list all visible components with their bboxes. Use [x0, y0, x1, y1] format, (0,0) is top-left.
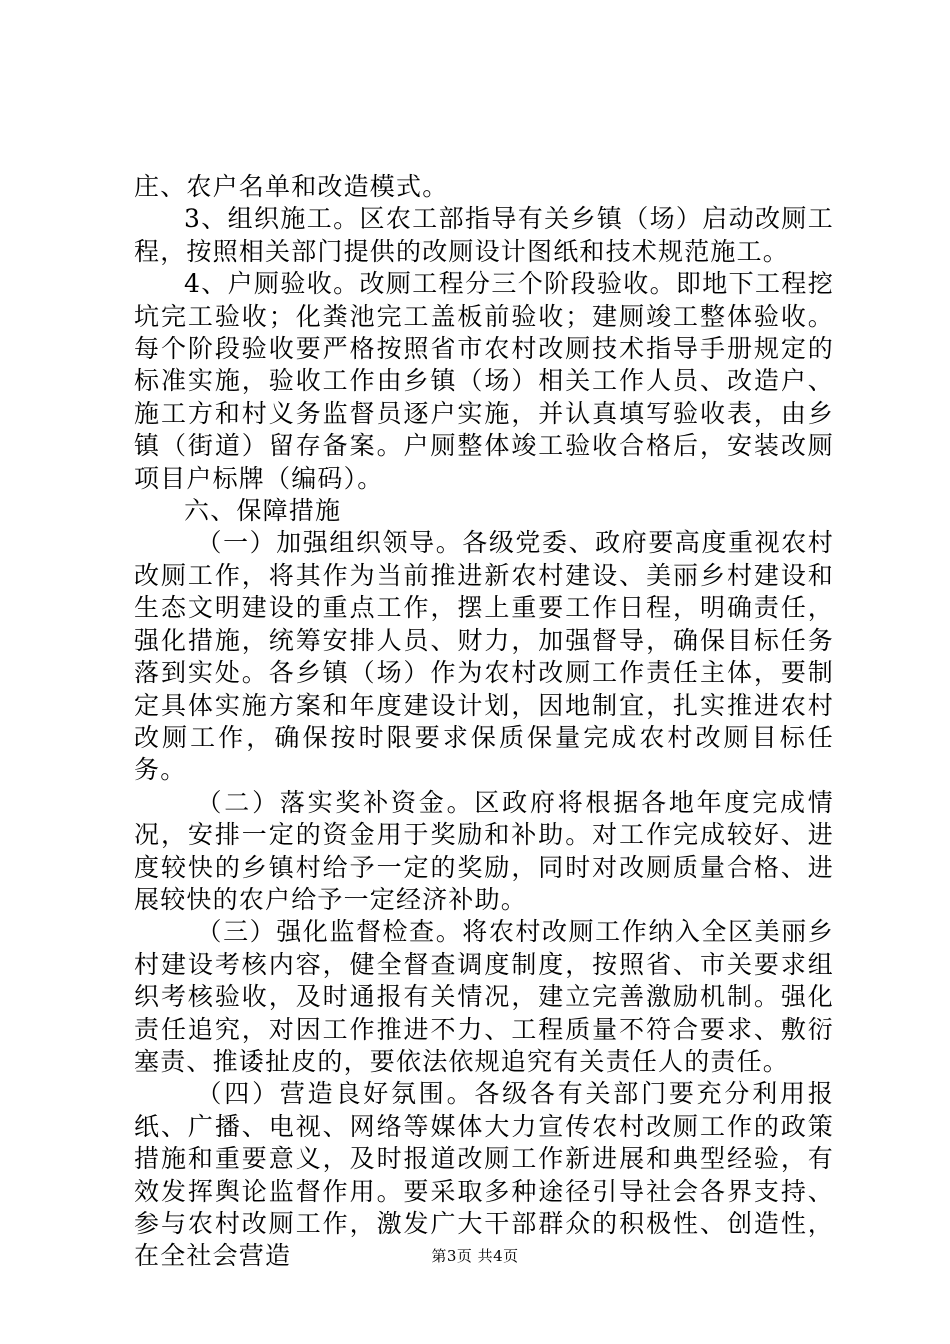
page-number: 第3页 共4页	[431, 1247, 519, 1265]
paragraph-organization-leadership: （一）加强组织领导。各级党委、政府要高度重视农村改厕工作，将其作为当前推进新农村建设、美丽乡村建设和生态文明建设的重点工作，摆上重要工作日程，明确责任，强化措施，统筹安排人员、财力，加强督导，确保目标任务落到实处。各乡镇（场）作为农村改厕工作责任主体，要制定具体实施方案和年度建设计划，因地制宜，扎实推进农村改厕工作，确保按时限要求保质保量完成农村改厕目标任务。	[134, 528, 834, 785]
paragraph-organize-construction: 3、组织施工。区农工部指导有关乡镇（场）启动改厕工程，按照相关部门提供的改厕设计图纸和技术规范施工。	[134, 204, 834, 266]
paragraph-supervision-inspection: （三）强化监督检查。将农村改厕工作纳入全区美丽乡村建设考核内容，健全督查调度制度，按照省、市关要求组织考核验收，及时通报有关情况，建立完善激励机制。强化责任追究，对因工作推进不力、工程质量不符合要求、敷衍塞责、推诿扯皮的，要依法依规追究有关责任人的责任。	[134, 917, 834, 1076]
document-body	[134, 171, 834, 1273]
paragraph-atmosphere: （四）营造良好氛围。各级各有关部门要充分利用报纸、广播、电视、网络等媒体大力宣传农村改厕工作的政策措施和重要意义，及时报道改厕工作新进展和典型经验，有效发挥舆论监督作用。要采取多种途径引导社会各界支持、参与农村改厕工作，激发广大干部群众的积极性、创造性，在全社会营造	[134, 1079, 834, 1271]
page-footer	[0, 1245, 950, 1266]
paragraph-continuation: 庄、农户名单和改造模式。	[134, 172, 449, 201]
paragraph-subsidy-funds: （二）落实奖补资金。区政府将根据各地年度完成情况，安排一定的资金用于奖励和补助。对工作完成较好、进度较快的乡镇村给予一定的奖励，同时对改厕质量合格、进展较快的农户给予一定经济补助。	[134, 787, 834, 914]
paragraph-toilet-acceptance: 4、户厕验收。改厕工程分三个阶段验收。即地下工程挖坑完工验收；化粪池完工盖板前验收；建厕竣工整体验收。每个阶段验收要严格按照省市农村改厕技术指导手册规定的标准实施，验收工作由乡镇（场）相关工作人员、改造户、施工方和村义务监督员逐户实施，并认真填写验收表，由乡镇（街道）留存备案。户厕整体竣工验收合格后，安装改厕项目户标牌（编码）。	[134, 269, 834, 493]
section-heading-safeguards: 六、保障措施	[184, 496, 342, 526]
